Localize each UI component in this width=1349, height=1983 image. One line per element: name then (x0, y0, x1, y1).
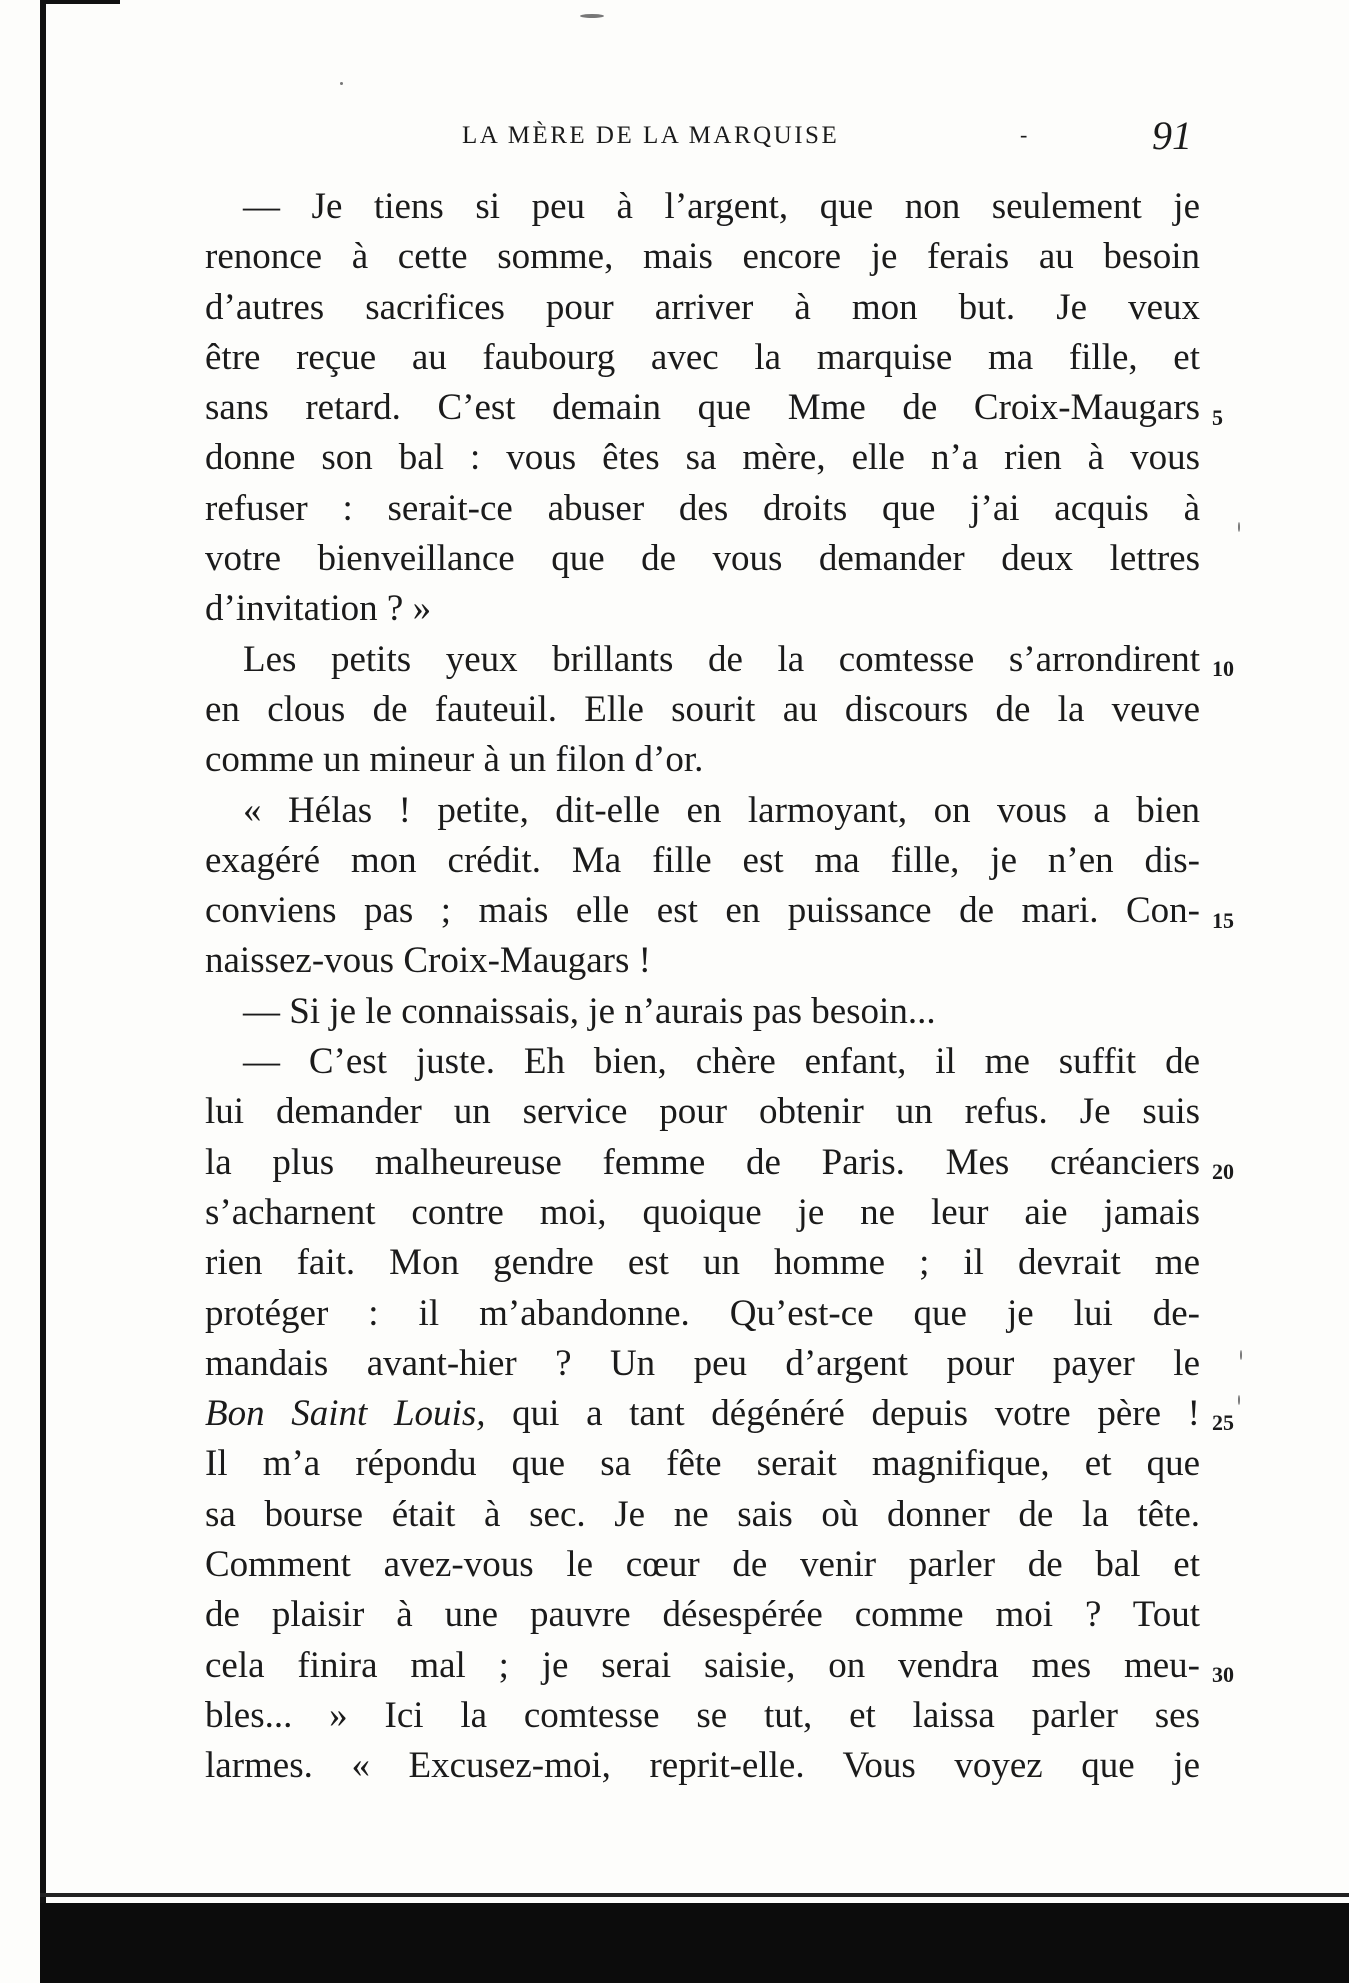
header-dash: - (1020, 122, 1028, 147)
text-line: votre bienveillance que de vous demander deux lettres (205, 538, 1200, 580)
text-line: sans retard. C’est demain que Mme de Croix-Maugars (205, 387, 1200, 429)
text-line: Il m’a répondu que sa fête serait magnifique, et que (205, 1443, 1200, 1485)
scan-speck (340, 82, 343, 85)
body-text (205, 182, 1200, 1792)
text-line: — Je tiens si peu à l’argent, que non seulement je (243, 186, 1200, 227)
text-line: lui demander un service pour obtenir un refus. Je suis (205, 1091, 1200, 1133)
text-line: d’invitation ? » (205, 588, 432, 630)
scan-speck (1238, 1395, 1240, 1405)
text-line: comme un mineur à un filon d’or. (205, 739, 704, 781)
text-line: donne son bal : vous êtes sa mère, elle n’a rien à vous (205, 437, 1200, 479)
line-number: 25 (1212, 1410, 1234, 1435)
line-number: 15 (1212, 908, 1234, 933)
text-line: rien fait. Mon gendre est un homme ; il devrait me (205, 1242, 1200, 1284)
page-spine-shadow (40, 0, 46, 1940)
line-number: 5 (1212, 405, 1223, 430)
text-line: larmes. « Excusez-moi, reprit-elle. Vous voyez que je (205, 1745, 1200, 1787)
page-number: 91 (1152, 113, 1192, 158)
page-header (462, 112, 1222, 162)
text-line: Les petits yeux brillants de la comtesse s’arrondirent (243, 638, 1200, 680)
text-line: — Si je le connaissais, je n’aurais pas besoin... (243, 990, 936, 1032)
text-line: d’autres sacrifices pour arriver à mon but. Je veux (205, 286, 1200, 328)
text-line: renonce à cette somme, mais encore je ferais au besoin (205, 236, 1200, 278)
italic-title: Bon Saint Louis, (205, 1393, 486, 1435)
line-number: 10 (1212, 656, 1234, 681)
text-line: en clous de fauteuil. Elle sourit au discours de la veuve (205, 688, 1200, 730)
text-line: de plaisir à une pauvre désespérée comme moi ? Tout (205, 1594, 1200, 1636)
text-line: naissez-vous Croix-Maugars ! (205, 940, 651, 982)
text-line: — C’est juste. Eh bien, chère enfant, il me suffit de (243, 1041, 1200, 1083)
text-line-rest: qui a tant dégénéré depuis votre père ! (512, 1393, 1201, 1435)
line-number: 30 (1212, 1662, 1234, 1687)
text-line: bles... » Ici la comtesse se tut, et laissa parler ses (205, 1694, 1200, 1736)
text-line: exagéré mon crédit. Ma fille est ma fille, je n’en dis- (205, 839, 1200, 881)
text-line: Comment avez-vous le cœur de venir parler de bal et (205, 1544, 1200, 1586)
text-line: « Hélas ! petite, dit-elle en larmoyant, on vous a bien (243, 789, 1200, 831)
text-line: s’acharnent contre moi, quoique je ne leur aie jamais (205, 1191, 1200, 1233)
scan-speck (1240, 1350, 1242, 1360)
text-line: cela finira mal ; je serai saisie, on vendra mes meu- (205, 1644, 1200, 1686)
text-line: sa bourse était à sec. Je ne sais où donner de la tête. (205, 1493, 1200, 1535)
text-line: mandais avant-hier ? Un peu d’argent pour payer le (205, 1342, 1200, 1384)
page-bottom-edge (40, 1893, 1349, 1897)
scan-bottom-border (40, 1903, 1349, 1983)
page-corner-mark (40, 0, 120, 4)
running-title: LA MÈRE DE LA MARQUISE (462, 122, 840, 149)
scan-speck (1238, 522, 1240, 532)
text-line: être reçue au faubourg avec la marquise ma fille, et (205, 336, 1200, 378)
line-number: 20 (1212, 1159, 1234, 1184)
text-line: protéger : il m’abandonne. Qu’est-ce que je lui de- (205, 1292, 1200, 1334)
text-line-with-italic (205, 1389, 1200, 1439)
text-line: la plus malheureuse femme de Paris. Mes créanciers (205, 1141, 1200, 1183)
text-line: refuser : serait-ce abuser des droits que j’ai acquis à (205, 487, 1200, 529)
scan-speck (580, 14, 604, 18)
text-line: conviens pas ; mais elle est en puissance de mari. Con- (205, 890, 1200, 932)
